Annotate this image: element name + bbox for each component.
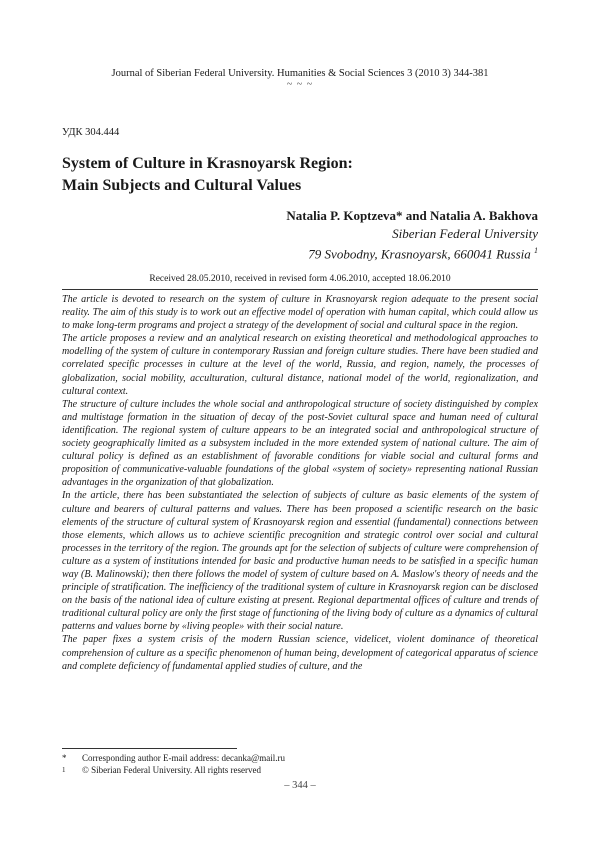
abstract	[62, 293, 538, 673]
author-names: Natalia P. Koptzeva* and Natalia A. Bakhova	[286, 208, 538, 223]
title-line-2: Main Subjects and Cultural Values	[62, 177, 302, 194]
abstract-paragraph: The paper fixes a system crisis of the modern Russian science, videlicet, violent dominance of theoretical comprehension of culture as a specific phenomenon of human being, development of categorical apparatus of science and complete deficiency of fundamental applied studies of culture, and the	[62, 634, 538, 672]
address	[286, 242, 538, 263]
abstract-paragraph: In the article, there has been substantiated the selection of subjects of culture as basic elements of the system of culture and bearers of cultural patterns and values. There has been proposed a scientific research on the basic elements of the structure of cultural system of Krasnoyarsk region and essential (fundamental) connections between those elements, which allows us to achieve scientific precognition and strategic control over social and cultural processes in the territory of the region. The grounds apt for the selection of subjects of culture were comprehension of culture as a system of institutions intended for basic and productive human needs to be satisfied in a specific human way (B. Malinowski); then there follows the model of system of culture based on A. Maslow's theory of needs and the principle of stratification. The inefficiency of the traditional system of culture in Krasnoyarsk region can be disclosed on the basis of the national idea of culture existing at present. Regional departmental offices of culture and trends of traditional cultural policy are only the first stage of functioning of the living body of culture as a dynamics of cultural patterns and values borne by «living people» with their social nature.	[62, 490, 538, 633]
journal-header: Journal of Siberian Federal University. Humanities & Social Sciences 3 (2010 3) 344-381	[111, 68, 489, 79]
footnote	[62, 764, 285, 776]
header-ornament: ~ ~ ~	[286, 79, 314, 90]
footnote-rule	[62, 748, 237, 749]
author-block	[286, 207, 538, 263]
address-footnote-mark: 1	[534, 246, 538, 255]
footnotes	[62, 752, 285, 776]
footnote-mark: 1	[62, 766, 66, 774]
title-line-1: System of Culture in Krasnoyarsk Region:	[62, 155, 353, 172]
page-number: – 344 –	[284, 780, 316, 791]
abstract-paragraph: The structure of culture includes the whole social and anthropological structure of society distinguished by complex and multistage formation in the situation of decay of the post-Soviet cultural space and human need of cultural identification. The regional system of culture appears to be an integrated social and anthropological structure of society geographically limited as a subsystem included in the more extended system of national culture. The aim of cultural policy is defined as an establishment of favorable conditions for viable social and cultural forms and proposition of communicative-valuable foundations of the global «system of society» representing national Russian advantages in the organization of that globalization.	[62, 398, 538, 489]
footnote-text: © Siberian Federal University. All rights reserved	[82, 765, 261, 775]
footnote-text: Corresponding author E-mail address: decanka@mail.ru	[82, 753, 285, 763]
received-dates: Received 28.05.2010, received in revised form 4.06.2010, accepted 18.06.2010	[149, 274, 451, 284]
article-title	[62, 153, 353, 197]
abstract-paragraph: The article proposes a review and an analytical research on existing theoretical and methodological approaches to modelling of the system of culture in contemporary Russian and foreign culture studies. There have been studied and correlated specific processes in culture at the level of the world, Russia, and region, namely, the processes of globalization, social mobility, acculturation, cultural distance, national model of the world, regionalization, and cultural context.	[62, 333, 538, 397]
affiliation: Siberian Federal University	[392, 225, 538, 241]
footnote	[62, 752, 285, 764]
footnote-mark: *	[62, 753, 67, 763]
abstract-paragraph: The article is devoted to research on the system of culture in Krasnoyarsk region adequate to the present social reality. The aim of this study is to work out an effective model of operation with human capital, which could allow us to make long-term programs and project a strategy of the development of social and cultural space in the region.	[62, 294, 538, 332]
udk-code: УДК 304.444	[62, 127, 120, 138]
abstract-top-rule	[62, 289, 538, 290]
address-text: 79 Svobodny, Krasnoyarsk, 660041 Russia	[308, 246, 531, 262]
